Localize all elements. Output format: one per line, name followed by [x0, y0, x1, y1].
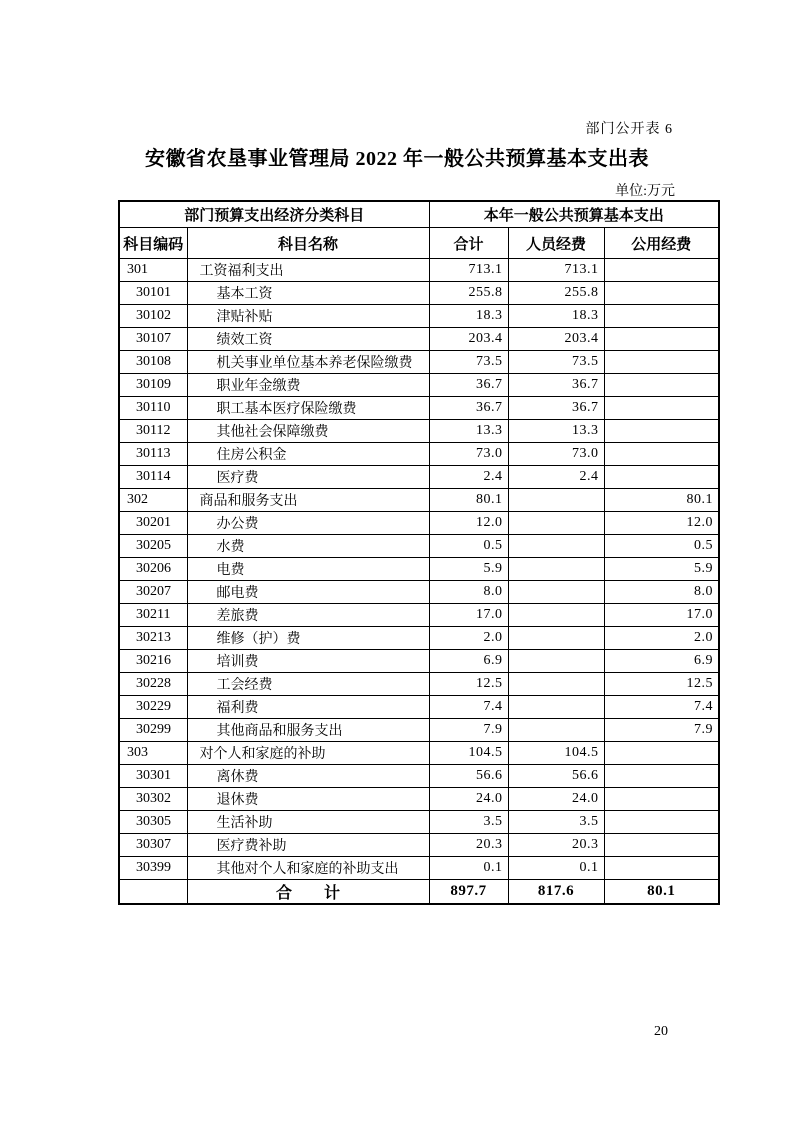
subject-name-cell: 职业年金缴费	[187, 374, 429, 397]
total-row-code-cell	[119, 880, 187, 905]
total-row-public-value: 80.1	[604, 880, 719, 905]
table-header	[119, 201, 719, 259]
personnel-value-cell: 73.0	[508, 443, 604, 466]
total-row-total-value: 897.7	[429, 880, 508, 905]
subject-name-cell: 职工基本医疗保险缴费	[187, 397, 429, 420]
public-value-cell: 12.0	[604, 512, 719, 535]
subject-name-cell: 医疗费补助	[187, 834, 429, 857]
total-value-cell: 18.3	[429, 305, 508, 328]
personnel-value-cell	[508, 512, 604, 535]
personnel-value-cell: 3.5	[508, 811, 604, 834]
total-value-cell: 2.4	[429, 466, 508, 489]
personnel-value-cell: 24.0	[508, 788, 604, 811]
total-value-cell: 7.9	[429, 719, 508, 742]
column-header-subject-code: 科目编码	[119, 228, 187, 259]
table-row	[119, 328, 719, 351]
subject-name-cell: 差旅费	[187, 604, 429, 627]
subject-name-cell: 培训费	[187, 650, 429, 673]
subject-code-cell: 30114	[119, 466, 187, 489]
table-row	[119, 558, 719, 581]
subject-name-cell: 工会经费	[187, 673, 429, 696]
subject-name-cell: 医疗费	[187, 466, 429, 489]
personnel-value-cell	[508, 650, 604, 673]
personnel-value-cell	[508, 673, 604, 696]
table-row	[119, 719, 719, 742]
total-value-cell: 713.1	[429, 259, 508, 282]
public-value-cell: 7.4	[604, 696, 719, 719]
table-row	[119, 834, 719, 857]
unit-label: 单位:万元	[615, 184, 675, 199]
total-value-cell: 8.0	[429, 581, 508, 604]
subject-code-cell: 30206	[119, 558, 187, 581]
table-row	[119, 374, 719, 397]
personnel-value-cell	[508, 581, 604, 604]
table-body	[119, 259, 719, 880]
group-header-row	[119, 201, 719, 228]
public-value-cell	[604, 811, 719, 834]
subject-code-cell: 30108	[119, 351, 187, 374]
public-value-cell	[604, 259, 719, 282]
table-row	[119, 259, 719, 282]
table-row	[119, 857, 719, 880]
column-header-public-funds: 公用经费	[604, 228, 719, 259]
table-row	[119, 489, 719, 512]
personnel-value-cell	[508, 696, 604, 719]
personnel-value-cell: 13.3	[508, 420, 604, 443]
subject-name-cell: 对个人和家庭的补助	[187, 742, 429, 765]
public-value-cell	[604, 466, 719, 489]
personnel-value-cell	[508, 489, 604, 512]
subject-name-cell: 退休费	[187, 788, 429, 811]
personnel-value-cell: 255.8	[508, 282, 604, 305]
personnel-value-cell: 18.3	[508, 305, 604, 328]
corner-table-label: 部门公开表 6	[585, 122, 673, 137]
public-value-cell: 2.0	[604, 627, 719, 650]
total-value-cell: 104.5	[429, 742, 508, 765]
personnel-value-cell	[508, 604, 604, 627]
personnel-value-cell: 0.1	[508, 857, 604, 880]
total-value-cell: 36.7	[429, 397, 508, 420]
subject-code-cell: 30110	[119, 397, 187, 420]
table-row	[119, 535, 719, 558]
subject-name-cell: 住房公积金	[187, 443, 429, 466]
subject-name-cell: 邮电费	[187, 581, 429, 604]
total-value-cell: 2.0	[429, 627, 508, 650]
public-value-cell	[604, 857, 719, 880]
page-title: 安徽省农垦事业管理局 2022 年一般公共预算基本支出表	[145, 148, 649, 170]
table-row	[119, 811, 719, 834]
table-row	[119, 788, 719, 811]
total-value-cell: 203.4	[429, 328, 508, 351]
subject-code-cell: 30109	[119, 374, 187, 397]
subject-code-cell: 30207	[119, 581, 187, 604]
subject-code-cell: 30113	[119, 443, 187, 466]
column-header-subject-name: 科目名称	[187, 228, 429, 259]
subject-name-cell: 津贴补贴	[187, 305, 429, 328]
subject-name-cell: 维修（护）费	[187, 627, 429, 650]
page-number: 20	[654, 1024, 668, 1039]
personnel-value-cell	[508, 558, 604, 581]
public-value-cell	[604, 305, 719, 328]
table-row	[119, 742, 719, 765]
public-value-cell	[604, 282, 719, 305]
total-value-cell: 17.0	[429, 604, 508, 627]
total-value-cell: 12.5	[429, 673, 508, 696]
personnel-value-cell: 20.3	[508, 834, 604, 857]
subject-code-cell: 30107	[119, 328, 187, 351]
total-value-cell: 24.0	[429, 788, 508, 811]
total-value-cell: 73.0	[429, 443, 508, 466]
public-value-cell	[604, 788, 719, 811]
personnel-value-cell: 2.4	[508, 466, 604, 489]
total-row-personnel-value: 817.6	[508, 880, 604, 905]
table-row	[119, 650, 719, 673]
subject-name-cell: 生活补助	[187, 811, 429, 834]
subject-code-cell: 30201	[119, 512, 187, 535]
subject-code-cell: 30305	[119, 811, 187, 834]
subject-code-cell: 30399	[119, 857, 187, 880]
public-value-cell	[604, 397, 719, 420]
public-value-cell	[604, 834, 719, 857]
subject-code-cell: 302	[119, 489, 187, 512]
subject-name-cell: 其他商品和服务支出	[187, 719, 429, 742]
table-row	[119, 673, 719, 696]
public-value-cell	[604, 742, 719, 765]
table-row	[119, 581, 719, 604]
column-header-total: 合计	[429, 228, 508, 259]
total-value-cell: 255.8	[429, 282, 508, 305]
subject-code-cell: 30302	[119, 788, 187, 811]
subject-code-cell: 30299	[119, 719, 187, 742]
total-value-cell: 13.3	[429, 420, 508, 443]
subject-code-cell: 30205	[119, 535, 187, 558]
table-row	[119, 627, 719, 650]
total-value-cell: 36.7	[429, 374, 508, 397]
total-value-cell: 56.6	[429, 765, 508, 788]
table-footer	[119, 880, 719, 905]
subject-name-cell: 电费	[187, 558, 429, 581]
total-value-cell: 80.1	[429, 489, 508, 512]
subject-code-cell: 30101	[119, 282, 187, 305]
subject-name-cell: 福利费	[187, 696, 429, 719]
public-value-cell: 17.0	[604, 604, 719, 627]
personnel-value-cell	[508, 535, 604, 558]
table-row	[119, 512, 719, 535]
table-row	[119, 420, 719, 443]
subject-name-cell: 其他社会保障缴费	[187, 420, 429, 443]
total-value-cell: 73.5	[429, 351, 508, 374]
subject-name-cell: 基本工资	[187, 282, 429, 305]
personnel-value-cell: 36.7	[508, 374, 604, 397]
public-value-cell: 6.9	[604, 650, 719, 673]
table-row	[119, 282, 719, 305]
subject-code-cell: 30213	[119, 627, 187, 650]
subject-code-cell: 30301	[119, 765, 187, 788]
total-row	[119, 880, 719, 905]
public-value-cell: 0.5	[604, 535, 719, 558]
group-header-basic-expenditure: 本年一般公共预算基本支出	[429, 201, 719, 228]
public-value-cell	[604, 328, 719, 351]
total-value-cell: 0.5	[429, 535, 508, 558]
table-row	[119, 765, 719, 788]
subject-name-cell: 离休费	[187, 765, 429, 788]
subject-name-cell: 其他对个人和家庭的补助支出	[187, 857, 429, 880]
table-row	[119, 443, 719, 466]
personnel-value-cell: 73.5	[508, 351, 604, 374]
total-value-cell: 6.9	[429, 650, 508, 673]
table-row	[119, 696, 719, 719]
subject-code-cell: 30102	[119, 305, 187, 328]
subject-code-cell: 30307	[119, 834, 187, 857]
table-row	[119, 305, 719, 328]
public-value-cell: 7.9	[604, 719, 719, 742]
public-value-cell	[604, 374, 719, 397]
column-header-row	[119, 228, 719, 259]
subject-name-cell: 办公费	[187, 512, 429, 535]
public-value-cell	[604, 420, 719, 443]
public-value-cell: 12.5	[604, 673, 719, 696]
total-value-cell: 3.5	[429, 811, 508, 834]
subject-name-cell: 商品和服务支出	[187, 489, 429, 512]
total-value-cell: 12.0	[429, 512, 508, 535]
subject-name-cell: 工资福利支出	[187, 259, 429, 282]
public-value-cell: 8.0	[604, 581, 719, 604]
total-value-cell: 20.3	[429, 834, 508, 857]
subject-code-cell: 30229	[119, 696, 187, 719]
personnel-value-cell: 36.7	[508, 397, 604, 420]
total-row-label: 合 计	[187, 880, 429, 905]
public-value-cell	[604, 765, 719, 788]
public-value-cell	[604, 351, 719, 374]
personnel-value-cell: 203.4	[508, 328, 604, 351]
subject-code-cell: 30216	[119, 650, 187, 673]
total-value-cell: 7.4	[429, 696, 508, 719]
public-value-cell: 80.1	[604, 489, 719, 512]
subject-code-cell: 301	[119, 259, 187, 282]
subject-code-cell: 30228	[119, 673, 187, 696]
table-row	[119, 397, 719, 420]
subject-name-cell: 机关事业单位基本养老保险缴费	[187, 351, 429, 374]
total-value-cell: 5.9	[429, 558, 508, 581]
subject-name-cell: 绩效工资	[187, 328, 429, 351]
budget-table	[118, 200, 720, 905]
personnel-value-cell: 713.1	[508, 259, 604, 282]
group-header-classification: 部门预算支出经济分类科目	[119, 201, 429, 228]
subject-code-cell: 30211	[119, 604, 187, 627]
personnel-value-cell	[508, 627, 604, 650]
subject-name-cell: 水费	[187, 535, 429, 558]
subject-code-cell: 30112	[119, 420, 187, 443]
subject-code-cell: 303	[119, 742, 187, 765]
personnel-value-cell: 104.5	[508, 742, 604, 765]
personnel-value-cell	[508, 719, 604, 742]
public-value-cell: 5.9	[604, 558, 719, 581]
table-row	[119, 351, 719, 374]
total-value-cell: 0.1	[429, 857, 508, 880]
personnel-value-cell: 56.6	[508, 765, 604, 788]
column-header-personnel-funds: 人员经费	[508, 228, 604, 259]
table-row	[119, 466, 719, 489]
table-row	[119, 604, 719, 627]
public-value-cell	[604, 443, 719, 466]
